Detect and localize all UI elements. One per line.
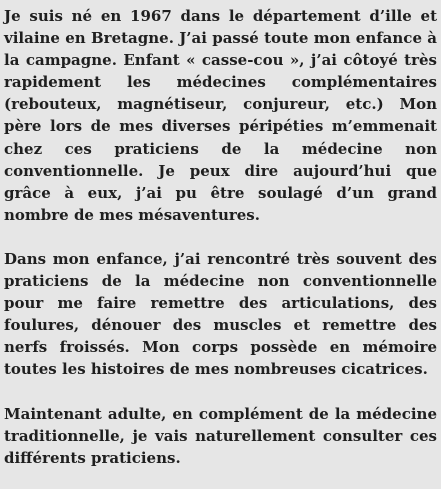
- paragraph-practitioners: Dans mon enfance, j’ai rencontré très souvent des praticiens de la médecine non conventionnelle pour me faire remettre des articulations, des foulures, dénouer des muscles et remettre des nerfs froissés. Mon corps possède en mémoire toutes les histoires de mes nombreuses cicatrices.: [4, 249, 437, 379]
- paragraph-childhood: Je suis né en 1967 dans le département d’ille et vilaine en Bretagne. J’ai passé toute mon enfance à la campagne. Enfant « casse-cou », j’ai côtoyé très rapidement les médecines complémentaires (rebouteux, magnétiseur, conjureur, etc.) Mon père lors de mes diverses péripéties m’emmenait chez ces praticiens de la médecine non conventionnelle. Je peux dire aujourd’hui que grâce à eux, j’ai pu être soulagé d’un grand nombre de mes mésaventures.: [4, 7, 437, 224]
- paragraph-adult: Maintenant adulte, en complément de la médecine traditionnelle, je vais naturellement consulter ces différents praticiens.: [4, 404, 437, 467]
